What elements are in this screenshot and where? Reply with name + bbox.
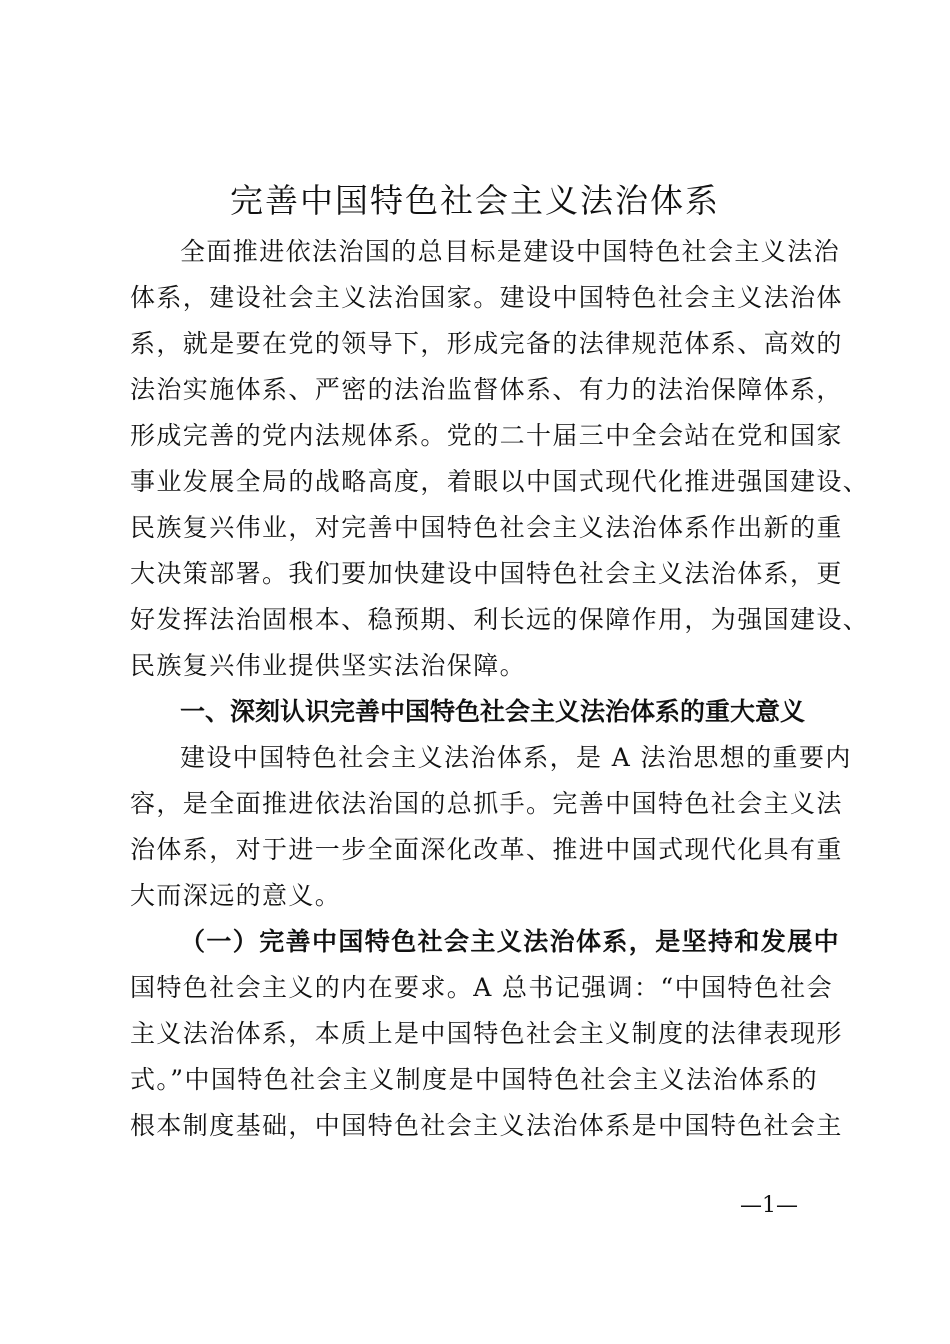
paragraph-line: 容，是全面推进依法治国的总抓手。完善中国特色社会主义法	[130, 789, 843, 818]
page-number: —1—	[740, 1193, 798, 1218]
section-heading: 一、深刻认识完善中国特色社会主义法治体系的重大意义	[180, 697, 806, 726]
paragraph-line: 法治实施体系、严密的法治监督体系、有力的法治保障体系，	[130, 375, 843, 404]
paragraph-line: 全面推进依法治国的总目标是建设中国特色社会主义法治	[180, 237, 841, 266]
paragraph-line: 形成完善的党内法规体系。党的二十届三中全会站在党和国家	[130, 421, 843, 450]
paragraph-line: 主义法治体系，本质上是中国特色社会主义制度的法律表现形	[130, 1019, 843, 1048]
paragraph-line: 建设中国特色社会主义法治体系，是 A 法治思想的重要内	[180, 743, 852, 772]
paragraph-line: 治体系，对于进一步全面深化改革、推进中国式现代化具有重	[130, 835, 843, 864]
paragraph-line: 式。”中国特色社会主义制度是中国特色社会主义法治体系的	[130, 1065, 819, 1094]
paragraph-line: 系，就是要在党的领导下，形成完备的法律规范体系、高效的	[130, 329, 843, 358]
paragraph-line: 民族复兴伟业提供坚实法治保障。	[130, 651, 527, 680]
paragraph-line: 国特色社会主义的内在要求。A 总书记强调：“中国特色社会	[130, 973, 833, 1002]
paragraph-line: 好发挥法治固根本、稳预期、利长远的保障作用，为强国建设、	[130, 605, 870, 634]
paragraph-line: 大决策部署。我们要加快建设中国特色社会主义法治体系，更	[130, 559, 843, 588]
paragraph-line: 事业发展全局的战略高度，着眼以中国式现代化推进强国建设、	[130, 467, 870, 496]
paragraph-line: 大而深远的意义。	[130, 881, 342, 910]
subsection-heading-line: （一）完善中国特色社会主义法治体系，是坚持和发展中	[180, 927, 841, 956]
document-title: 完善中国特色社会主义法治体系	[230, 181, 720, 220]
paragraph-line: 根本制度基础，中国特色社会主义法治体系是中国特色社会主	[130, 1111, 843, 1140]
paragraph-line: 体系，建设社会主义法治国家。建设中国特色社会主义法治体	[130, 283, 843, 312]
paragraph-line: 民族复兴伟业，对完善中国特色社会主义法治体系作出新的重	[130, 513, 843, 542]
